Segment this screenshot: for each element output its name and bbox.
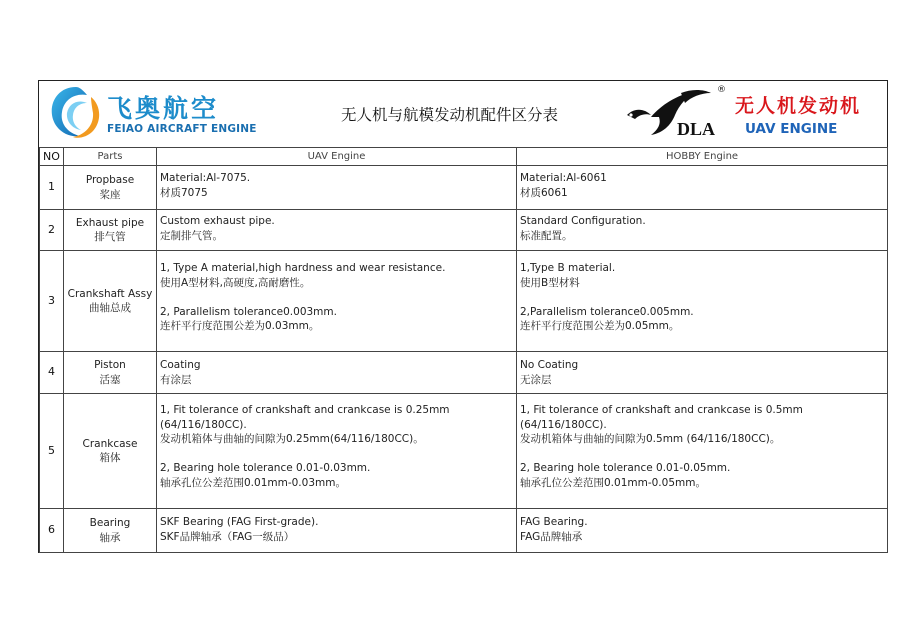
spec-line: FAG品牌轴承 bbox=[520, 530, 583, 543]
part-name-cell bbox=[64, 352, 157, 394]
header-hobby-engine: HOBBY Engine bbox=[517, 148, 888, 166]
uav-spec-cell bbox=[157, 394, 517, 509]
part-name-en: Bearing bbox=[89, 517, 131, 529]
hobby-spec-cell bbox=[517, 251, 888, 352]
spec-line: 材质6061 bbox=[520, 186, 568, 199]
row-number: 4 bbox=[40, 352, 64, 394]
table-row bbox=[40, 210, 888, 251]
part-name-en: Piston bbox=[94, 359, 126, 371]
spec-line: 使用B型材料 bbox=[520, 276, 580, 289]
hobby-spec-cell bbox=[517, 210, 888, 251]
uav-spec-cell bbox=[157, 251, 517, 352]
spec-line: 无涂层 bbox=[520, 373, 552, 386]
spec-line: SKF品牌轴承（FAG一级品） bbox=[160, 530, 295, 543]
spec-line: (64/116/180CC). bbox=[520, 418, 607, 431]
spec-line: 连杆平行度范围公差为0.03mm。 bbox=[160, 320, 320, 332]
spec-line: 轴承孔位公差范围0.01mm-0.03mm。 bbox=[160, 476, 346, 489]
spec-line: 轴承孔位公差范围0.01mm-0.05mm。 bbox=[520, 476, 706, 489]
table-row bbox=[40, 352, 888, 394]
spec-line bbox=[160, 447, 516, 462]
spec-line: Coating bbox=[160, 359, 201, 371]
row-number: 1 bbox=[40, 166, 64, 210]
spec-line: 连杆平行度范围公差为0.05mm。 bbox=[520, 320, 680, 332]
spec-line: Custom exhaust pipe. bbox=[160, 215, 275, 227]
dla-logo bbox=[621, 83, 887, 145]
page-title: 无人机与航模发动机配件区分表 bbox=[341, 106, 559, 124]
spec-line: SKF Bearing (FAG First-grade). bbox=[160, 516, 319, 528]
spec-line: 定制排气管。 bbox=[160, 229, 223, 242]
uav-spec-cell bbox=[157, 509, 517, 553]
sheet-header bbox=[39, 81, 887, 148]
spec-line: (64/116/180CC). bbox=[160, 418, 247, 431]
spec-line: 2,Parallelism tolerance0.005mm. bbox=[520, 305, 694, 318]
hobby-spec-cell bbox=[517, 352, 888, 394]
header-uav-engine: UAV Engine bbox=[157, 148, 517, 166]
row-number: 3 bbox=[40, 251, 64, 352]
hobby-spec-cell bbox=[517, 509, 888, 553]
spec-line: 2, Parallelism tolerance0.003mm. bbox=[160, 305, 337, 318]
uav-spec-cell bbox=[157, 166, 517, 210]
uav-engine-english: UAV ENGINE bbox=[745, 121, 838, 137]
part-name-cell bbox=[64, 394, 157, 509]
uav-spec-cell bbox=[157, 210, 517, 251]
spec-line: FAG Bearing. bbox=[520, 516, 588, 528]
comparison-sheet bbox=[38, 80, 888, 553]
part-name-cn: 桨座 bbox=[99, 188, 121, 201]
spec-line: 使用A型材料,高硬度,高耐磨性。 bbox=[160, 276, 311, 289]
row-number: 6 bbox=[40, 509, 64, 553]
table-row bbox=[40, 509, 888, 553]
header-parts: Parts bbox=[64, 148, 157, 166]
table-row bbox=[40, 251, 888, 352]
brand-english: FEIAO AIRCRAFT ENGINE bbox=[107, 123, 257, 135]
table-header-row bbox=[40, 148, 888, 166]
spec-line: Material:Al-6061 bbox=[520, 172, 607, 184]
spec-line: 2, Bearing hole tolerance 0.01-0.03mm. bbox=[160, 462, 371, 474]
registered-mark: ® bbox=[717, 85, 726, 95]
part-name-cn: 轴承 bbox=[99, 531, 121, 544]
spec-line: 2, Bearing hole tolerance 0.01-0.05mm. bbox=[520, 462, 731, 474]
spec-line: 有涂层 bbox=[160, 373, 192, 386]
spec-line: 1, Type A material,high hardness and wear resistance. bbox=[160, 262, 446, 274]
spec-line: 1,Type B material. bbox=[520, 262, 616, 274]
spec-line: 1, Fit tolerance of crankshaft and crankcase is 0.25mm bbox=[160, 404, 450, 416]
part-name-cn: 箱体 bbox=[99, 452, 121, 464]
spec-line: Material:Al-7075. bbox=[160, 172, 251, 184]
part-name-cell bbox=[64, 251, 157, 352]
spec-line: 1, Fit tolerance of crankshaft and crankcase is 0.5mm bbox=[520, 404, 803, 416]
feiao-swirl-icon bbox=[47, 83, 105, 141]
uav-spec-cell bbox=[157, 352, 517, 394]
table-row bbox=[40, 394, 888, 509]
spec-line: 发动机箱体与曲轴的间隙为0.25mm(64/116/180CC)。 bbox=[160, 433, 424, 445]
row-number: 5 bbox=[40, 394, 64, 509]
spec-line: Standard Configuration. bbox=[520, 215, 646, 227]
header-no: NO bbox=[40, 148, 64, 166]
part-name-cn: 排气管 bbox=[94, 231, 126, 243]
spec-line: No Coating bbox=[520, 359, 579, 371]
part-name-cell bbox=[64, 166, 157, 210]
spec-line: 发动机箱体与曲轴的间隙为0.5mm (64/116/180CC)。 bbox=[520, 433, 781, 445]
feiao-logo bbox=[47, 83, 257, 143]
dla-wordmark: DLA bbox=[677, 119, 716, 139]
part-name-cn: 活塞 bbox=[99, 373, 121, 386]
spec-line bbox=[520, 447, 887, 462]
spec-line: 材质7075 bbox=[160, 186, 208, 199]
part-name-cn: 曲轴总成 bbox=[89, 302, 131, 314]
part-name-en: Crankcase bbox=[82, 437, 138, 450]
spec-line bbox=[160, 290, 516, 305]
row-number: 2 bbox=[40, 210, 64, 251]
part-name-cell bbox=[64, 509, 157, 553]
spec-line: 标准配置。 bbox=[520, 229, 573, 242]
spec-line bbox=[520, 290, 887, 305]
part-name-en: Crankshaft Assy bbox=[67, 287, 153, 300]
table-row bbox=[40, 166, 888, 210]
hobby-spec-cell bbox=[517, 394, 888, 509]
part-name-en: Propbase bbox=[85, 174, 135, 186]
brand-chinese: 飞奥航空 bbox=[107, 94, 220, 123]
hobby-spec-cell bbox=[517, 166, 888, 210]
parts-comparison-table bbox=[39, 147, 888, 553]
part-name-cell bbox=[64, 210, 157, 251]
uav-engine-chinese: 无人机发动机 bbox=[735, 95, 862, 117]
part-name-en: Exhaust pipe bbox=[75, 216, 145, 229]
